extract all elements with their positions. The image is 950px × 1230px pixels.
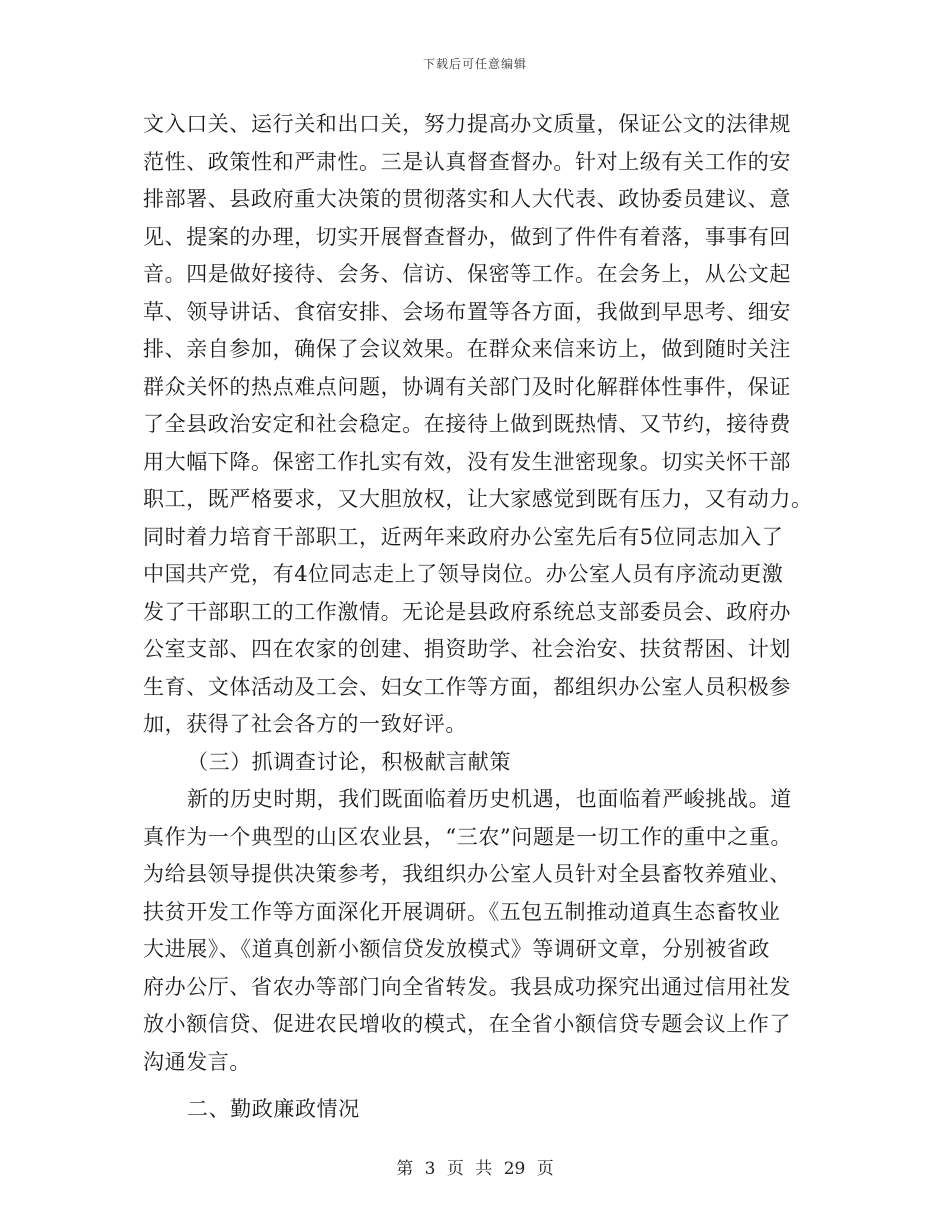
- header-note: 下载后可任意编辑: [422, 57, 527, 71]
- body-line: 府办公厅、省农办等部门向全省转发。我县成功探究出通过信用社发: [143, 974, 791, 999]
- body-text: [143, 106, 813, 1129]
- body-line: 新的历史时期，我们既面临着历史机遇，也面临着严峻挑战。道: [187, 787, 792, 811]
- body-line: 文入口关、运行关和出口关，努力提高办文质量，保证公文的法律规: [143, 112, 791, 136]
- chapter-heading: 二、勤政廉政情况: [187, 1097, 360, 1121]
- body-line: 大进展》、《道真创新小额信贷发放模式》等调研文章，分别被省政: [143, 937, 770, 961]
- page-number-footer: 第 3 页 共 29 页: [396, 1159, 554, 1179]
- body-line: 生育、文体活动及工会、妇女工作等方面，都组织办公室人员积极参: [143, 674, 791, 699]
- body-line: 排、亲自参加，确保了会议效果。在群众来信来访上，做到随时关注: [143, 337, 791, 361]
- body-line: 用大幅下降。保密工作扎实有效，没有发生泄密现象。切实关怀干部: [143, 449, 791, 474]
- body-line: 音。四是做好接待、会务、信访、保密等工作。在会务上，从公文起: [143, 262, 791, 286]
- body-line: 公室支部、四在农家的创建、捐资助学、社会治安、扶贫帮困、计划: [143, 637, 791, 661]
- body-line: 见、提案的办理，切实开展督查督办，做到了件件有着落，事事有回: [143, 224, 791, 249]
- body-line: 沟通发言。: [143, 1049, 251, 1074]
- body-line: 放小额信贷、促进农民增收的模式，在全省小额信贷专题会议上作了: [143, 1012, 791, 1036]
- body-line: 为给县领导提供决策参考，我组织办公室人员针对全县畜牧养殖业、: [143, 862, 791, 886]
- body-line: 草、领导讲话、食宿安排、会场布置等各方面，我做到早思考、细安: [143, 299, 791, 324]
- body-line: 了全县政治安定和社会稳定。在接待上做到既热情、又节约，接待费: [143, 412, 791, 436]
- section-heading: （三）抓调查讨论，积极献言献策: [187, 749, 511, 774]
- body-line: 职工，既严格要求，又大胆放权，让大家感觉到既有压力，又有动力。: [143, 487, 813, 511]
- paragraph-spacer: [143, 1081, 803, 1091]
- body-line: 加，获得了社会各方的一致好评。: [143, 712, 467, 736]
- body-line: 群众关怀的热点难点问题，协调有关部门及时化解群体性事件，保证: [143, 374, 791, 399]
- body-line: 发了干部职工的工作激情。无论是县政府系统总支部委员会、政府办: [143, 599, 791, 624]
- body-line: 同时着力培育干部职工，近两年来政府办公室先后有5位同志加入了: [143, 524, 784, 549]
- body-line: 排部署、县政府重大决策的贯彻落实和人大代表、政协委员建议、意: [143, 187, 791, 211]
- body-line: 中国共产党，有4位同志走上了领导岗位。办公室人员有序流动更激: [143, 562, 784, 586]
- body-line: 扶贫开发工作等方面深化开展调研。《五包五制推动道真生态畜牧业: [143, 899, 781, 924]
- body-line: 范性、政策性和严肃性。三是认真督查督办。针对上级有关工作的安: [143, 149, 791, 174]
- body-line: 真作为一个典型的山区农业县，“三农”问题是一切工作的重中之重。: [143, 824, 793, 849]
